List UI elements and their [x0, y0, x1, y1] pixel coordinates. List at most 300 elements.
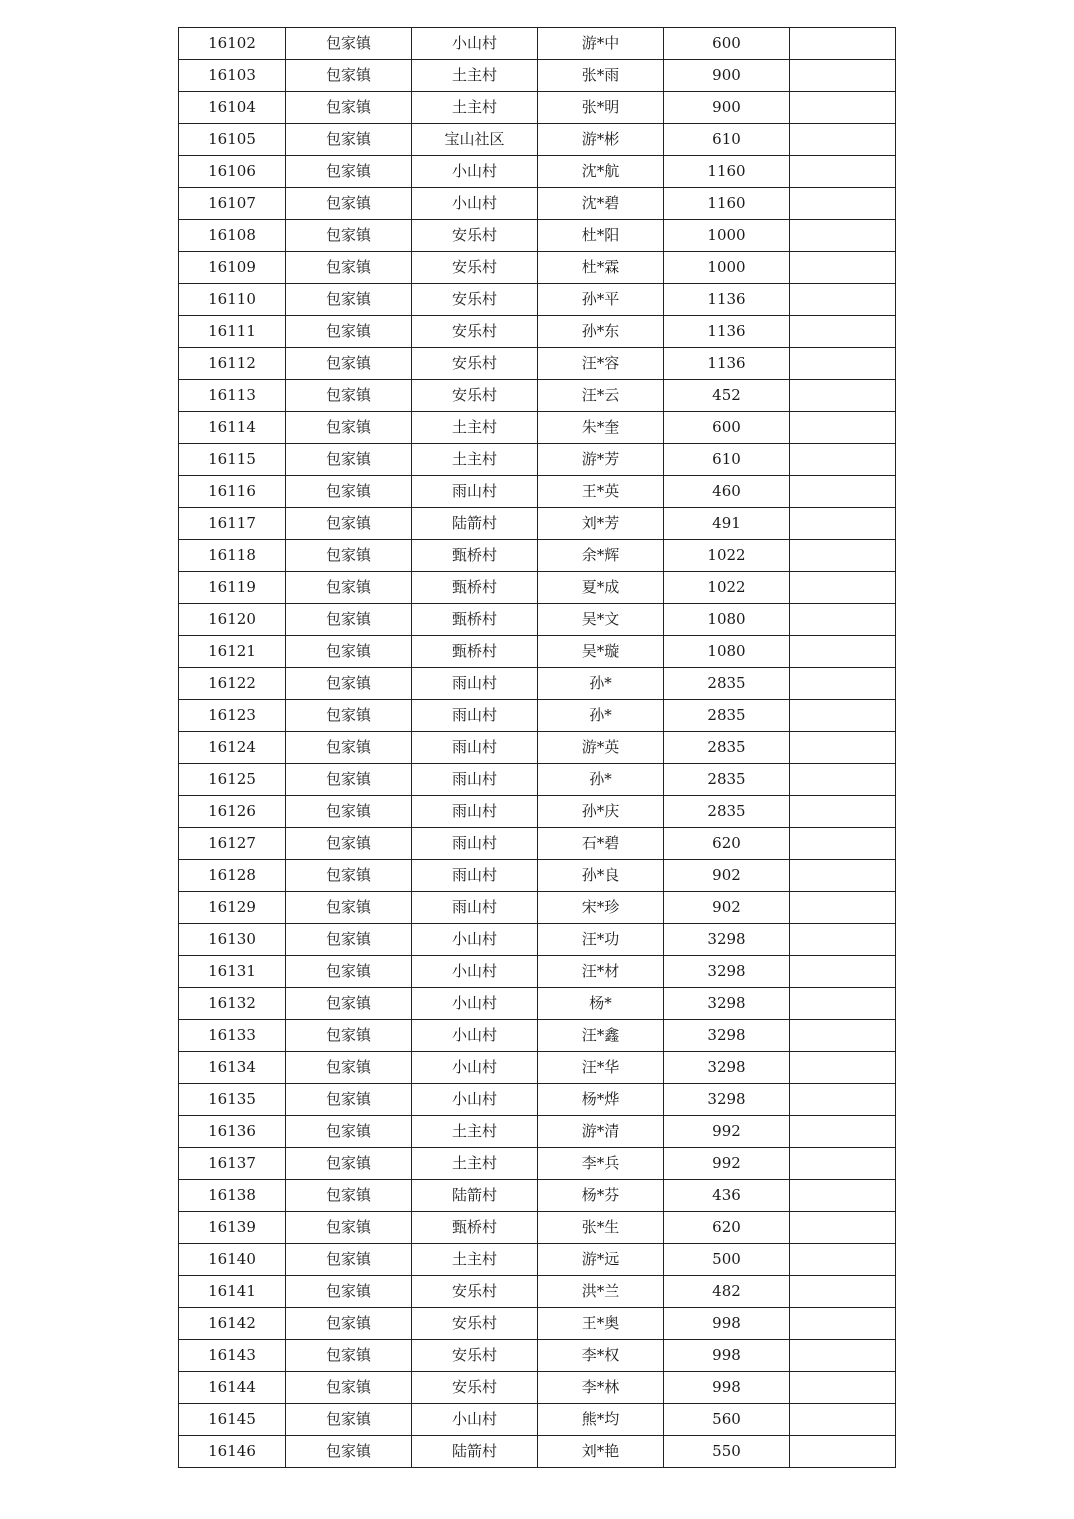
amount-cell: 2835	[664, 732, 790, 764]
town-cell: 包家镇	[286, 156, 412, 188]
row-id-cell: 16139	[179, 1212, 286, 1244]
table-row	[179, 956, 896, 988]
note-cell	[790, 220, 896, 252]
row-id-cell: 16137	[179, 1148, 286, 1180]
row-id-cell: 16115	[179, 444, 286, 476]
village-cell: 陆箭村	[412, 1436, 538, 1468]
note-cell	[790, 252, 896, 284]
table-row	[179, 1244, 896, 1276]
note-cell	[790, 124, 896, 156]
note-cell	[790, 700, 896, 732]
note-cell	[790, 924, 896, 956]
village-cell: 土主村	[412, 412, 538, 444]
amount-cell: 620	[664, 828, 790, 860]
village-cell: 小山村	[412, 28, 538, 60]
village-cell: 安乐村	[412, 380, 538, 412]
name-cell: 汪*鑫	[538, 1020, 664, 1052]
row-id-cell: 16104	[179, 92, 286, 124]
table-row	[179, 1116, 896, 1148]
name-cell: 宋*珍	[538, 892, 664, 924]
row-id-cell: 16110	[179, 284, 286, 316]
name-cell: 石*碧	[538, 828, 664, 860]
table-row	[179, 188, 896, 220]
row-id-cell: 16111	[179, 316, 286, 348]
town-cell: 包家镇	[286, 700, 412, 732]
amount-cell: 610	[664, 124, 790, 156]
table-row	[179, 28, 896, 60]
row-id-cell: 16112	[179, 348, 286, 380]
town-cell: 包家镇	[286, 1308, 412, 1340]
name-cell: 王*奥	[538, 1308, 664, 1340]
name-cell: 杜*霖	[538, 252, 664, 284]
row-id-cell: 16123	[179, 700, 286, 732]
name-cell: 孙*良	[538, 860, 664, 892]
village-cell: 雨山村	[412, 892, 538, 924]
town-cell: 包家镇	[286, 444, 412, 476]
town-cell: 包家镇	[286, 1436, 412, 1468]
town-cell: 包家镇	[286, 1116, 412, 1148]
note-cell	[790, 1052, 896, 1084]
row-id-cell: 16124	[179, 732, 286, 764]
table-row	[179, 1052, 896, 1084]
name-cell: 沈*碧	[538, 188, 664, 220]
row-id-cell: 16120	[179, 604, 286, 636]
note-cell	[790, 1084, 896, 1116]
town-cell: 包家镇	[286, 1276, 412, 1308]
row-id-cell: 16129	[179, 892, 286, 924]
village-cell: 安乐村	[412, 220, 538, 252]
note-cell	[790, 732, 896, 764]
table-row	[179, 1180, 896, 1212]
table-row	[179, 1308, 896, 1340]
amount-cell: 460	[664, 476, 790, 508]
table-row	[179, 668, 896, 700]
table-row	[179, 252, 896, 284]
name-cell: 杨*	[538, 988, 664, 1020]
amount-cell: 1160	[664, 188, 790, 220]
town-cell: 包家镇	[286, 732, 412, 764]
row-id-cell: 16138	[179, 1180, 286, 1212]
row-id-cell: 16103	[179, 60, 286, 92]
village-cell: 小山村	[412, 1084, 538, 1116]
town-cell: 包家镇	[286, 764, 412, 796]
amount-cell: 2835	[664, 796, 790, 828]
name-cell: 孙*庆	[538, 796, 664, 828]
table-row	[179, 604, 896, 636]
note-cell	[790, 188, 896, 220]
name-cell: 张*明	[538, 92, 664, 124]
name-cell: 游*芳	[538, 444, 664, 476]
town-cell: 包家镇	[286, 1244, 412, 1276]
village-cell: 小山村	[412, 956, 538, 988]
table-row	[179, 1020, 896, 1052]
name-cell: 孙*	[538, 764, 664, 796]
note-cell	[790, 1340, 896, 1372]
amount-cell: 3298	[664, 924, 790, 956]
table-row	[179, 412, 896, 444]
name-cell: 夏*成	[538, 572, 664, 604]
table-row	[179, 284, 896, 316]
amount-cell: 2835	[664, 668, 790, 700]
village-cell: 雨山村	[412, 732, 538, 764]
town-cell: 包家镇	[286, 1212, 412, 1244]
village-cell: 小山村	[412, 1052, 538, 1084]
name-cell: 刘*艳	[538, 1436, 664, 1468]
table-row	[179, 124, 896, 156]
table-row	[179, 988, 896, 1020]
table-row	[179, 924, 896, 956]
amount-cell: 998	[664, 1372, 790, 1404]
name-cell: 孙*	[538, 668, 664, 700]
row-id-cell: 16107	[179, 188, 286, 220]
amount-cell: 620	[664, 1212, 790, 1244]
row-id-cell: 16117	[179, 508, 286, 540]
table-row	[179, 796, 896, 828]
village-cell: 土主村	[412, 1244, 538, 1276]
note-cell	[790, 1148, 896, 1180]
note-cell	[790, 380, 896, 412]
village-cell: 小山村	[412, 188, 538, 220]
name-cell: 刘*芳	[538, 508, 664, 540]
name-cell: 熊*均	[538, 1404, 664, 1436]
note-cell	[790, 988, 896, 1020]
amount-cell: 3298	[664, 988, 790, 1020]
note-cell	[790, 764, 896, 796]
row-id-cell: 16140	[179, 1244, 286, 1276]
row-id-cell: 16106	[179, 156, 286, 188]
town-cell: 包家镇	[286, 28, 412, 60]
name-cell: 张*雨	[538, 60, 664, 92]
town-cell: 包家镇	[286, 412, 412, 444]
row-id-cell: 16128	[179, 860, 286, 892]
table-row	[179, 892, 896, 924]
town-cell: 包家镇	[286, 1052, 412, 1084]
note-cell	[790, 892, 896, 924]
table-row	[179, 444, 896, 476]
row-id-cell: 16143	[179, 1340, 286, 1372]
amount-cell: 3298	[664, 956, 790, 988]
note-cell	[790, 92, 896, 124]
row-id-cell: 16146	[179, 1436, 286, 1468]
note-cell	[790, 1276, 896, 1308]
name-cell: 沈*航	[538, 156, 664, 188]
amount-cell: 1022	[664, 572, 790, 604]
note-cell	[790, 604, 896, 636]
town-cell: 包家镇	[286, 892, 412, 924]
town-cell: 包家镇	[286, 956, 412, 988]
amount-cell: 560	[664, 1404, 790, 1436]
town-cell: 包家镇	[286, 508, 412, 540]
row-id-cell: 16122	[179, 668, 286, 700]
row-id-cell: 16114	[179, 412, 286, 444]
note-cell	[790, 668, 896, 700]
table-row	[179, 1404, 896, 1436]
town-cell: 包家镇	[286, 220, 412, 252]
note-cell	[790, 1308, 896, 1340]
table-row	[179, 860, 896, 892]
town-cell: 包家镇	[286, 60, 412, 92]
town-cell: 包家镇	[286, 636, 412, 668]
village-cell: 雨山村	[412, 860, 538, 892]
table-row	[179, 156, 896, 188]
name-cell: 吴*璇	[538, 636, 664, 668]
row-id-cell: 16116	[179, 476, 286, 508]
town-cell: 包家镇	[286, 1084, 412, 1116]
village-cell: 雨山村	[412, 668, 538, 700]
village-cell: 甄桥村	[412, 540, 538, 572]
row-id-cell: 16141	[179, 1276, 286, 1308]
amount-cell: 550	[664, 1436, 790, 1468]
village-cell: 宝山社区	[412, 124, 538, 156]
village-cell: 土主村	[412, 92, 538, 124]
amount-cell: 2835	[664, 700, 790, 732]
name-cell: 孙*平	[538, 284, 664, 316]
name-cell: 汪*华	[538, 1052, 664, 1084]
note-cell	[790, 412, 896, 444]
village-cell: 小山村	[412, 988, 538, 1020]
table-row	[179, 476, 896, 508]
row-id-cell: 16135	[179, 1084, 286, 1116]
town-cell: 包家镇	[286, 252, 412, 284]
table-row	[179, 1372, 896, 1404]
table-row	[179, 92, 896, 124]
village-cell: 安乐村	[412, 252, 538, 284]
row-id-cell: 16102	[179, 28, 286, 60]
note-cell	[790, 956, 896, 988]
town-cell: 包家镇	[286, 924, 412, 956]
name-cell: 汪*云	[538, 380, 664, 412]
amount-cell: 452	[664, 380, 790, 412]
town-cell: 包家镇	[286, 92, 412, 124]
amount-cell: 1136	[664, 284, 790, 316]
amount-cell: 600	[664, 28, 790, 60]
town-cell: 包家镇	[286, 828, 412, 860]
row-id-cell: 16121	[179, 636, 286, 668]
amount-cell: 1080	[664, 604, 790, 636]
note-cell	[790, 1244, 896, 1276]
note-cell	[790, 60, 896, 92]
town-cell: 包家镇	[286, 1404, 412, 1436]
table-row	[179, 1436, 896, 1468]
note-cell	[790, 156, 896, 188]
note-cell	[790, 1372, 896, 1404]
village-cell: 小山村	[412, 156, 538, 188]
amount-cell: 998	[664, 1308, 790, 1340]
name-cell: 孙*东	[538, 316, 664, 348]
note-cell	[790, 1212, 896, 1244]
village-cell: 小山村	[412, 1020, 538, 1052]
row-id-cell: 16132	[179, 988, 286, 1020]
amount-cell: 3298	[664, 1052, 790, 1084]
note-cell	[790, 540, 896, 572]
town-cell: 包家镇	[286, 860, 412, 892]
name-cell: 游*清	[538, 1116, 664, 1148]
name-cell: 汪*功	[538, 924, 664, 956]
village-cell: 雨山村	[412, 764, 538, 796]
town-cell: 包家镇	[286, 316, 412, 348]
town-cell: 包家镇	[286, 988, 412, 1020]
village-cell: 雨山村	[412, 476, 538, 508]
amount-cell: 1000	[664, 220, 790, 252]
name-cell: 余*辉	[538, 540, 664, 572]
table-row	[179, 508, 896, 540]
village-cell: 土主村	[412, 444, 538, 476]
table-row	[179, 1340, 896, 1372]
row-id-cell: 16130	[179, 924, 286, 956]
row-id-cell: 16113	[179, 380, 286, 412]
village-cell: 甄桥村	[412, 636, 538, 668]
table-row	[179, 316, 896, 348]
name-cell: 李*兵	[538, 1148, 664, 1180]
row-id-cell: 16105	[179, 124, 286, 156]
table-row	[179, 828, 896, 860]
village-cell: 安乐村	[412, 316, 538, 348]
town-cell: 包家镇	[286, 796, 412, 828]
town-cell: 包家镇	[286, 1148, 412, 1180]
name-cell: 游*英	[538, 732, 664, 764]
name-cell: 杨*芬	[538, 1180, 664, 1212]
row-id-cell: 16125	[179, 764, 286, 796]
town-cell: 包家镇	[286, 572, 412, 604]
amount-cell: 1136	[664, 348, 790, 380]
row-id-cell: 16126	[179, 796, 286, 828]
amount-cell: 500	[664, 1244, 790, 1276]
table-row	[179, 700, 896, 732]
name-cell: 吴*文	[538, 604, 664, 636]
town-cell: 包家镇	[286, 1372, 412, 1404]
town-cell: 包家镇	[286, 188, 412, 220]
village-cell: 甄桥村	[412, 1212, 538, 1244]
amount-cell: 1022	[664, 540, 790, 572]
table-row	[179, 60, 896, 92]
row-id-cell: 16134	[179, 1052, 286, 1084]
row-id-cell: 16108	[179, 220, 286, 252]
note-cell	[790, 1436, 896, 1468]
amount-cell: 600	[664, 412, 790, 444]
note-cell	[790, 828, 896, 860]
amount-cell: 1080	[664, 636, 790, 668]
row-id-cell: 16133	[179, 1020, 286, 1052]
note-cell	[790, 508, 896, 540]
name-cell: 洪*兰	[538, 1276, 664, 1308]
note-cell	[790, 1404, 896, 1436]
village-cell: 甄桥村	[412, 604, 538, 636]
village-cell: 安乐村	[412, 1372, 538, 1404]
note-cell	[790, 1020, 896, 1052]
amount-cell: 610	[664, 444, 790, 476]
table-row	[179, 1084, 896, 1116]
amount-cell: 902	[664, 892, 790, 924]
town-cell: 包家镇	[286, 124, 412, 156]
village-cell: 安乐村	[412, 284, 538, 316]
row-id-cell: 16131	[179, 956, 286, 988]
table-row	[179, 572, 896, 604]
village-cell: 土主村	[412, 60, 538, 92]
village-cell: 甄桥村	[412, 572, 538, 604]
town-cell: 包家镇	[286, 348, 412, 380]
town-cell: 包家镇	[286, 604, 412, 636]
village-cell: 雨山村	[412, 700, 538, 732]
note-cell	[790, 476, 896, 508]
village-cell: 雨山村	[412, 828, 538, 860]
table-row	[179, 220, 896, 252]
roster-table	[178, 27, 896, 1468]
village-cell: 安乐村	[412, 1340, 538, 1372]
amount-cell: 900	[664, 60, 790, 92]
name-cell: 李*林	[538, 1372, 664, 1404]
amount-cell: 998	[664, 1340, 790, 1372]
note-cell	[790, 1180, 896, 1212]
amount-cell: 900	[664, 92, 790, 124]
table-row	[179, 764, 896, 796]
roster-table-body	[179, 28, 896, 1468]
table-row	[179, 732, 896, 764]
amount-cell: 491	[664, 508, 790, 540]
village-cell: 安乐村	[412, 1308, 538, 1340]
village-cell: 安乐村	[412, 1276, 538, 1308]
amount-cell: 436	[664, 1180, 790, 1212]
town-cell: 包家镇	[286, 476, 412, 508]
town-cell: 包家镇	[286, 668, 412, 700]
row-id-cell: 16145	[179, 1404, 286, 1436]
row-id-cell: 16118	[179, 540, 286, 572]
town-cell: 包家镇	[286, 380, 412, 412]
town-cell: 包家镇	[286, 1020, 412, 1052]
name-cell: 游*中	[538, 28, 664, 60]
table-row	[179, 540, 896, 572]
village-cell: 小山村	[412, 1404, 538, 1436]
note-cell	[790, 636, 896, 668]
table-row	[179, 348, 896, 380]
amount-cell: 1136	[664, 316, 790, 348]
village-cell: 土主村	[412, 1148, 538, 1180]
amount-cell: 902	[664, 860, 790, 892]
town-cell: 包家镇	[286, 284, 412, 316]
amount-cell: 2835	[664, 764, 790, 796]
town-cell: 包家镇	[286, 540, 412, 572]
village-cell: 陆箭村	[412, 508, 538, 540]
note-cell	[790, 284, 896, 316]
town-cell: 包家镇	[286, 1180, 412, 1212]
table-row	[179, 380, 896, 412]
name-cell: 杜*阳	[538, 220, 664, 252]
name-cell: 李*权	[538, 1340, 664, 1372]
amount-cell: 1160	[664, 156, 790, 188]
amount-cell: 1000	[664, 252, 790, 284]
name-cell: 朱*奎	[538, 412, 664, 444]
village-cell: 小山村	[412, 924, 538, 956]
village-cell: 陆箭村	[412, 1180, 538, 1212]
amount-cell: 992	[664, 1148, 790, 1180]
village-cell: 雨山村	[412, 796, 538, 828]
amount-cell: 482	[664, 1276, 790, 1308]
village-cell: 土主村	[412, 1116, 538, 1148]
amount-cell: 992	[664, 1116, 790, 1148]
name-cell: 张*生	[538, 1212, 664, 1244]
note-cell	[790, 444, 896, 476]
name-cell: 汪*材	[538, 956, 664, 988]
name-cell: 孙*	[538, 700, 664, 732]
village-cell: 安乐村	[412, 348, 538, 380]
note-cell	[790, 348, 896, 380]
note-cell	[790, 28, 896, 60]
row-id-cell: 16136	[179, 1116, 286, 1148]
name-cell: 杨*烨	[538, 1084, 664, 1116]
row-id-cell: 16144	[179, 1372, 286, 1404]
note-cell	[790, 1116, 896, 1148]
amount-cell: 3298	[664, 1020, 790, 1052]
name-cell: 游*彬	[538, 124, 664, 156]
